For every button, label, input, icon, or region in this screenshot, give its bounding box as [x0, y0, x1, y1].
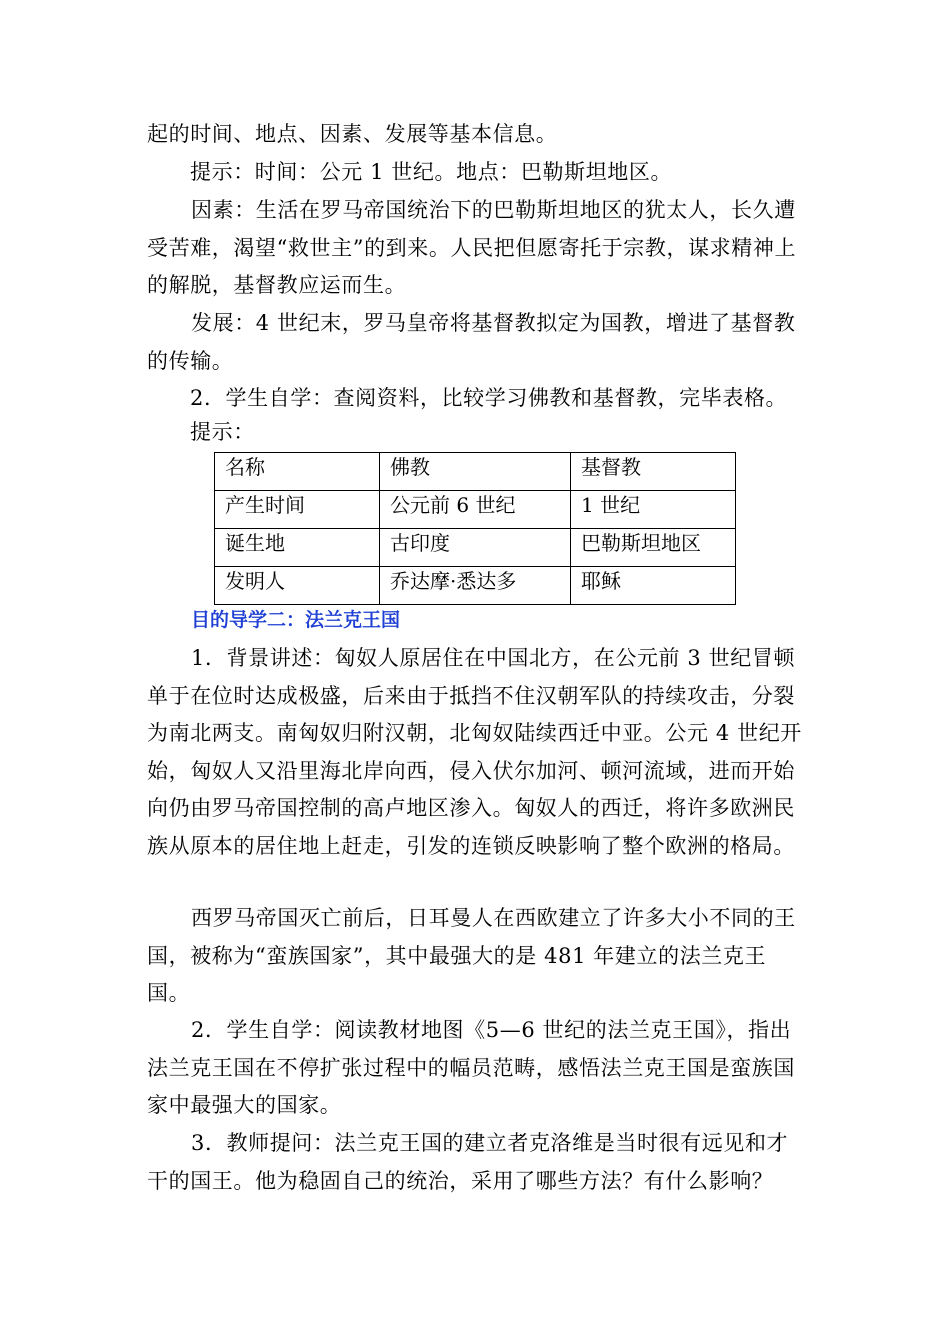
table-header-row — [215, 453, 736, 491]
paragraph-barbarian-kingdoms: 西罗马帝国灭亡前后，日耳曼人在西欧建立了许多大小不同的王国，被称为“蛮族国家”，其中最强大的是 481 年建立的法兰克王国。 — [147, 906, 796, 1005]
table-cell: 古印度 — [380, 529, 571, 567]
table-cell: 诞生地 — [215, 529, 380, 567]
paragraph-development: 发展：4 世纪末，罗马皇帝将基督教拟定为国教，增进了基督教的传输。 — [147, 311, 796, 373]
paragraph-factors: 因素：生活在罗马帝国统治下的巴勒斯坦地区的犹太人，长久遭受苦难，渴望“救世主”的到来。人民把但愿寄托于宗教，谋求精神上的解脱，基督教应运而生。 — [147, 198, 797, 297]
table-cell: 乔达摩·悉达多 — [380, 567, 571, 605]
table-row — [215, 491, 736, 529]
table-cell: 耶稣 — [571, 567, 736, 605]
table-cell: 发明人 — [215, 567, 380, 605]
table-cell: 产生时间 — [215, 491, 380, 529]
table-cell: 1 世纪 — [571, 491, 736, 529]
paragraph-hint-time-place: 提示：时间：公元 1 世纪。地点：巴勒斯坦地区。 — [190, 160, 673, 184]
paragraph-intro-end: 起的时间、地点、因素、发展等基本信息。 — [147, 122, 558, 146]
paragraph-self-study-2: 2．学生自学：阅读教材地图《5—6 世纪的法兰克王国》，指出法兰克王国在不停扩张过程中的幅员范畴，感悟法兰克王国是蛮族国家中最强大的国家。 — [147, 1018, 795, 1117]
paragraph-self-study-1: 2．学生自学：查阅资料，比较学习佛教和基督教，完毕表格。 — [190, 386, 788, 410]
table-cell: 公元前 6 世纪 — [380, 491, 571, 529]
table-cell: 巴勒斯坦地区 — [571, 529, 736, 567]
paragraph-hint-label: 提示： — [190, 420, 255, 444]
paragraph-background: 1．背景讲述：匈奴人原居住在中国北方，在公元前 3 世纪冒顿单于在位时达成极盛，后来由于抵挡不住汉朝军队的持续攻击，分裂为南北两支。南匈奴归附汉朝，北匈奴陆续西迁中亚。公元 4 世纪开始，匈奴人又沿里海北岸向西，侵入伏尔加河、顿河流域，进而开始向仍由罗马帝国控制的高卢地区渗入。匈奴人的西迁，将许多欧洲民族从原本的居住地上赶走，引发的连锁反映影响了整个欧洲的格局。 — [147, 646, 802, 858]
section-heading: 目的导学二：法兰克王国 — [191, 609, 401, 631]
table-row — [215, 529, 736, 567]
comparison-table — [214, 452, 736, 605]
table-row — [215, 567, 736, 605]
paragraph-teacher-question: 3．教师提问：法兰克王国的建立者克洛维是当时很有远见和才干的国王。他为稳固自己的统治，采用了哪些方法？有什么影响？ — [147, 1131, 789, 1193]
table-header-cell: 佛教 — [380, 453, 571, 491]
table-header-cell: 名称 — [215, 453, 380, 491]
table-header-cell: 基督教 — [571, 453, 736, 491]
